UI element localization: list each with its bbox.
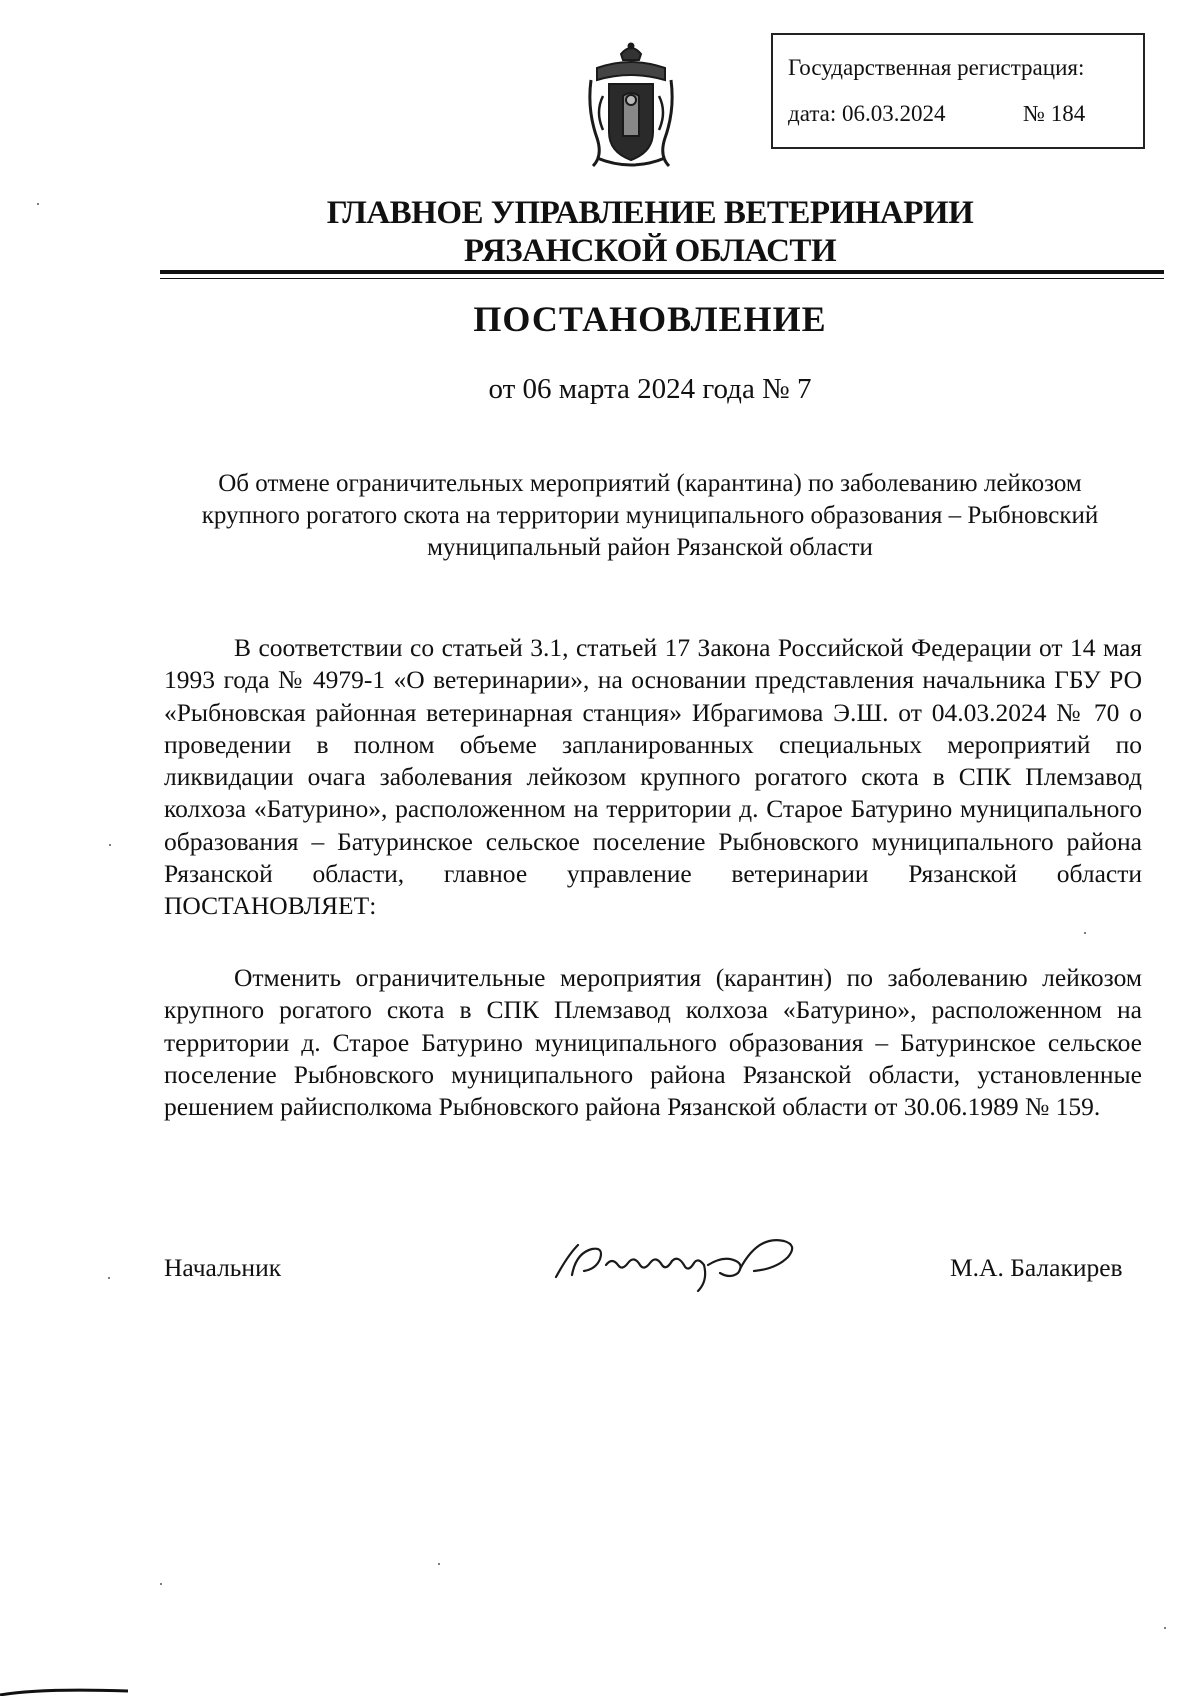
scan-speck [37,203,39,205]
scan-speck [1164,1627,1166,1629]
header-divider-thick [160,270,1164,274]
registration-title: Государственная регистрация: [788,55,1085,80]
document-date-number: от 06 марта 2024 года № 7 [488,373,812,405]
scan-speck [438,1563,440,1565]
scan-speck [108,1277,110,1279]
body-paragraph-1: В соответствии со статьей 3.1, статьей 17 Закона Российской Федерации от 14 мая 1993 года № 4979-1 «О ветеринарии», на основании представления начальника ГБУ РО «Рыбновская районная ветеринарная станция» Ибрагимова Э.Ш. от 04.03.2024 № 70 о проведении в полном объеме запланированных специальных мероприятий по ликвидации очага заболевания лейкозом крупного рогатого скота в СПК Племзавод колхоза «Батурино», расположенном на территории д. Старое Батурино муниципального образования – Батуринское сельское поселение Рыбновского муниципального района Рязанской области, главное управление ветеринарии Рязанской области ПОСТАНОВЛЯЕТ: [164,633,1142,921]
body-paragraph-2: Отменить ограничительные мероприятия (карантин) по заболеванию лейкозом крупного рогатого скота в СПК Племзавод колхоза «Батурино», расположенном на территории д. Старое Батурино муниципального образования – Батуринское сельское поселение Рыбновского муниципального района Рязанской области, установленные решением райисполкома Рыбновского района Рязанской области от 30.06.1989 № 159. [164,963,1142,1122]
coat-of-arms-emblem [583,40,679,174]
registration-date: дата: 06.03.2024 [788,101,946,126]
organization-name-line2: РЯЗАНСКОЙ ОБЛАСТИ [463,233,837,269]
document-subject: Об отмене ограничительных мероприятий (карантина) по заболеванию лейкозом крупного рогатого скота на территории муниципального образования – Рыбновский муниципальный район Рязанской области [201,470,1099,561]
registration-box [771,33,1145,149]
scan-speck [160,1583,162,1585]
scan-speck [1084,932,1086,934]
header-divider-thin [160,278,1164,279]
handwritten-signature [548,1225,808,1297]
signatory-title: Начальник [164,1253,282,1282]
signatory-name: М.А. Балакирев [950,1253,1123,1282]
registration-number: № 184 [1023,101,1086,126]
document-type-title: ПОСТАНОВЛЕНИЕ [473,299,827,339]
organization-name-line1: ГЛАВНОЕ УПРАВЛЕНИЕ ВЕТЕРИНАРИИ [326,195,974,231]
scan-edge-mark [0,1688,130,1696]
scan-speck [109,844,111,846]
